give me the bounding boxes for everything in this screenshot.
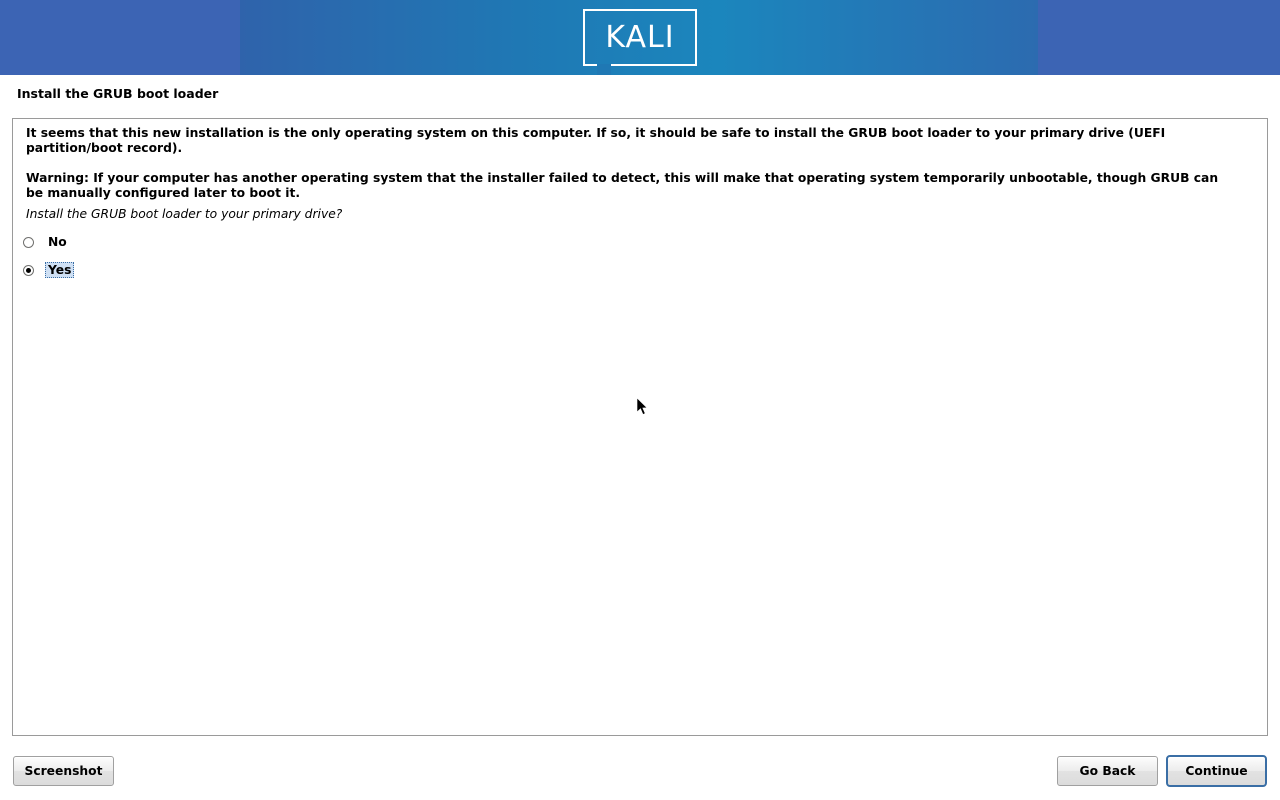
warning-paragraph: Warning: If your computer has another operating system that the installer failed to detect, this will make that operating system temporarily unbootable, though GRUB can be manually configured later to boot it. xyxy=(26,171,1219,200)
content-panel xyxy=(12,118,1268,736)
info-paragraph: It seems that this new installation is the only operating system on this computer. If so, it should be safe to install the GRUB boot loader to your primary drive (UEFI partition/boot record). xyxy=(26,126,1166,155)
radio-option-no[interactable] xyxy=(23,233,70,251)
radio-no-indicator[interactable] xyxy=(23,237,34,248)
page-title: Install the GRUB boot loader xyxy=(17,86,219,101)
question-label: Install the GRUB boot loader to your primary drive? xyxy=(26,207,343,221)
radio-no-label[interactable]: No xyxy=(48,235,67,249)
radio-yes-indicator[interactable] xyxy=(23,265,34,276)
kali-logo-text: KALI xyxy=(605,19,675,55)
radio-yes-label[interactable]: Yes xyxy=(45,262,74,278)
kali-banner xyxy=(0,0,1280,75)
screenshot-button[interactable]: Screenshot xyxy=(13,756,114,786)
radio-option-yes[interactable] xyxy=(23,261,74,279)
kali-logo xyxy=(583,9,697,66)
kali-logo-notch xyxy=(597,64,611,75)
continue-button[interactable]: Continue xyxy=(1166,755,1267,787)
go-back-button[interactable]: Go Back xyxy=(1057,756,1158,786)
